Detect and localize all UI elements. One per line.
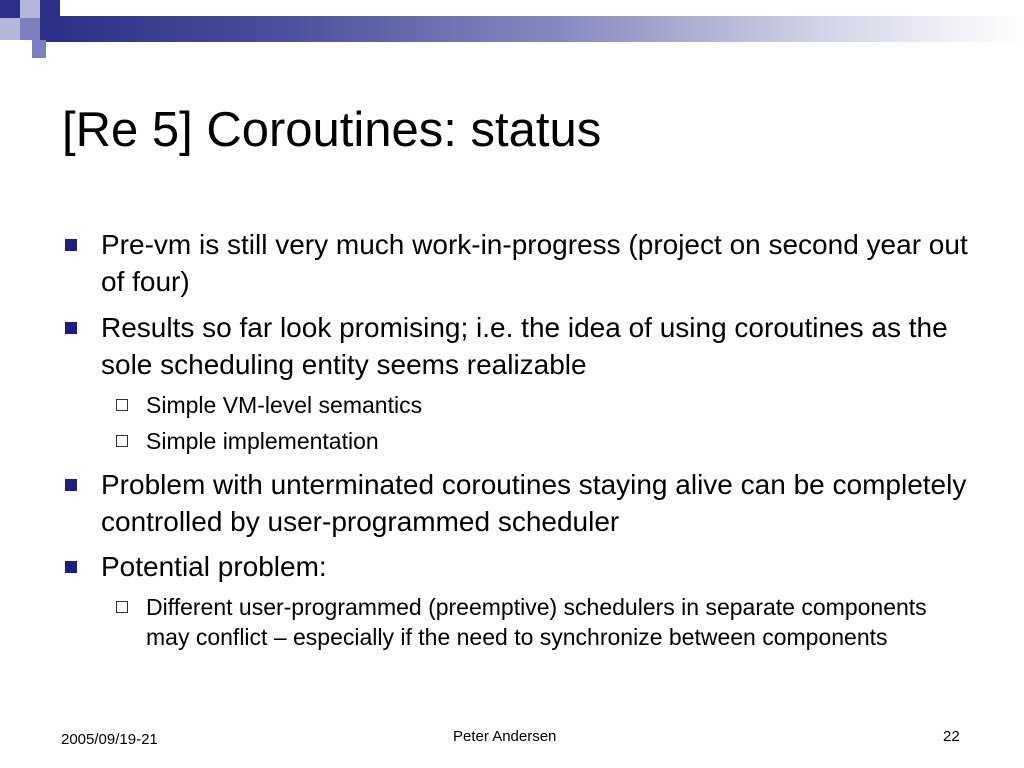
decor-square	[20, 18, 40, 40]
bullet-item	[101, 309, 981, 383]
page-number: 22	[943, 728, 960, 745]
decor-square	[20, 0, 40, 18]
sub-bullet-item	[146, 592, 966, 652]
decor-square	[32, 40, 46, 58]
bullet-item	[101, 466, 981, 540]
bullet-text: Pre-vm is still very much work-in-progress (project on second year out of four)	[101, 229, 968, 297]
hollow-square-bullet-icon	[116, 435, 128, 447]
square-bullet-icon	[65, 561, 77, 573]
header-gradient-bar	[40, 16, 1024, 42]
decor-square	[0, 18, 20, 40]
sub-bullet-text: Simple VM-level semantics	[146, 392, 423, 418]
square-bullet-icon	[65, 322, 77, 334]
sub-bullet-item	[146, 426, 966, 456]
sub-bullet-item	[146, 390, 966, 420]
hollow-square-bullet-icon	[116, 399, 128, 411]
square-bullet-icon	[65, 239, 77, 251]
bullet-item	[101, 548, 981, 585]
bullet-item	[101, 226, 981, 300]
bullet-text: Results so far look promising; i.e. the idea of using coroutines as the sole scheduling entity seems realizable	[101, 312, 948, 380]
decor-square	[40, 18, 64, 40]
sub-bullet-text: Different user-programmed (preemptive) schedulers in separate components may conflict – especially if the need to synchronize between components	[146, 594, 927, 650]
decor-square	[0, 0, 20, 18]
footer-date: 2005/09/19-21	[61, 731, 158, 748]
bullet-text: Problem with unterminated coroutines staying alive can be completely controlled by user-programmed scheduler	[101, 469, 967, 537]
decor-square	[40, 0, 60, 18]
footer-author: Peter Andersen	[453, 728, 557, 745]
square-bullet-icon	[65, 479, 77, 491]
hollow-square-bullet-icon	[116, 601, 128, 613]
slide-title: [Re 5] Coroutines: status	[62, 103, 602, 157]
bullet-text: Potential problem:	[101, 551, 327, 582]
sub-bullet-text: Simple implementation	[146, 428, 379, 454]
